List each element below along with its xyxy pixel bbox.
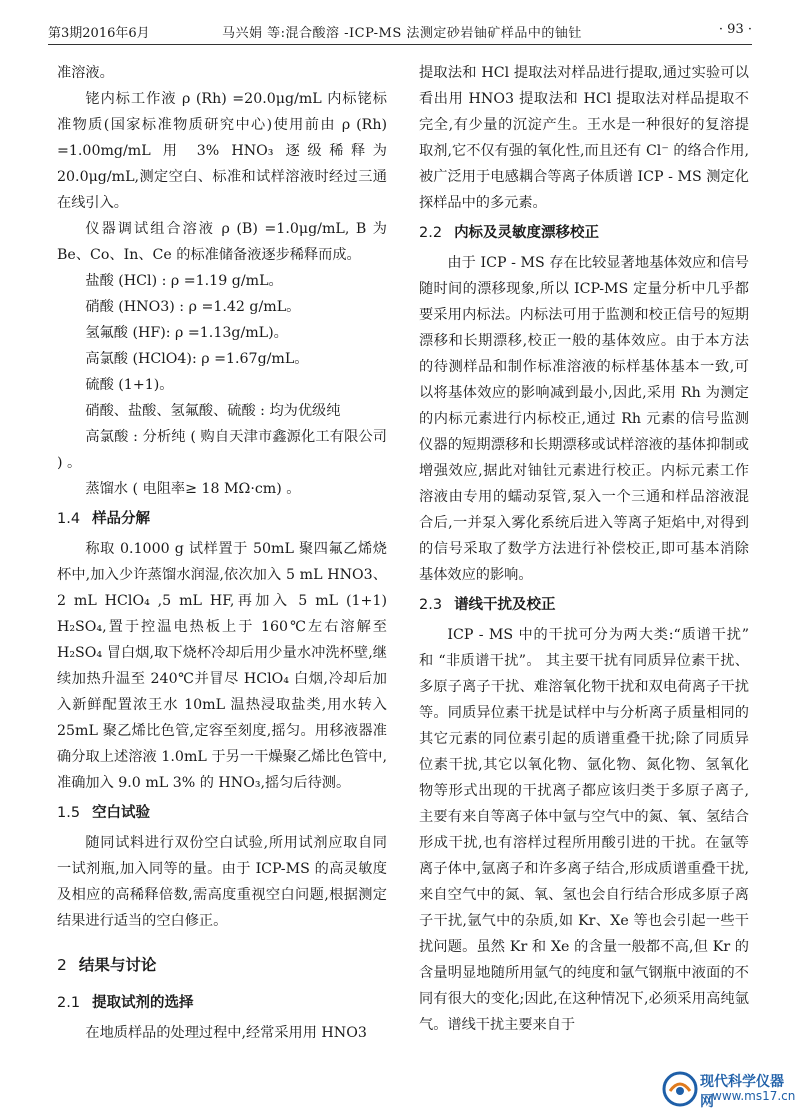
section-title: 样品分解 — [92, 511, 151, 527]
watermark-logo-icon — [662, 1071, 698, 1107]
paragraph: 仪器调试组合溶液 ρ (B) =1.0μg/mL, B 为 Be、Co、In、Ce 的标准储备液逐步稀释而成。 — [57, 221, 387, 263]
journal-issue: 第3期2016年6月 — [48, 26, 150, 41]
section-title: 谱线干扰及校正 — [454, 597, 556, 613]
reagent-item: 硫酸 (1+1)。 — [85, 377, 174, 393]
reagent-item: 高氯酸 (HClO4): ρ =1.67g/mL。 — [85, 351, 309, 367]
paragraph: 在地质样品的处理过程中,经常采用用 HNO3 — [85, 1025, 367, 1041]
reagent-item: 硝酸 (HNO3) : ρ =1.42 g/mL。 — [85, 299, 301, 315]
section-title: 提取试剂的选择 — [92, 995, 194, 1011]
section-title: 空白试验 — [92, 805, 151, 821]
page-header — [48, 16, 752, 45]
reagent-item: 硝酸、盐酸、氢氟酸、硫酸 : 均为优级纯 — [85, 403, 341, 419]
paragraph: 由于 ICP - MS 存在比较显著地基体效应和信号随时间的漂移现象,所以 ICP-MS 定量分析中几乎都要采用内标法。内标法可用于监测和校正信号的短期漂移和长期漂移,校正一般的基体效应。由于本方法的待测样品和制作标准溶液的标样基体基本一致,可以将基体效应的影响减到最小,因此,采用 Rh 为测定的内标元素进行内标校正,通过 Rh 元素的信号监测仪器的短期漂移和长期漂移或试样溶液的基体抑制或增强效应,据此对铀钍元素进行校正。内标元素工作溶液由专用的蠕动泵管,泵入一个三通和样品溶液混合后,一并泵入雾化系统后进入等离子矩焰中,对得到的信号采取了数学方法进行补偿校正,即可基本消除基体效应的影响。 — [419, 255, 749, 583]
section-heading-1-4 — [57, 506, 387, 532]
reagent-item: 高氯酸 : 分析纯 ( 购自天津市鑫源化工有限公司 ) 。 — [57, 429, 387, 471]
running-title: 马兴娟 等:混合酸溶 -ICP-MS 法测定砂岩铀矿样品中的铀钍 — [222, 26, 582, 41]
section-number: 2.2 — [419, 225, 443, 241]
section-heading-2-3 — [419, 592, 749, 618]
paragraph: 铑内标工作液 ρ (Rh) =20.0μg/mL 内标铑标准物质(国家标准物质研究中心)使用前由 ρ (Rh) =1.00mg/mL 用 3% HNO₃ 逐级稀释为 20.0μg/mL,测定空白、标准和试样溶液时经过三通在线引入。 — [57, 91, 387, 211]
reagent-item: 氢氟酸 (HF): ρ =1.13g/mL)。 — [85, 325, 288, 341]
site-watermark — [652, 1069, 796, 1110]
page-number: · 93 · — [718, 22, 752, 37]
watermark-url: www.ms17.cn — [712, 1089, 796, 1103]
paragraph: 随同试料进行双份空白试验,所用试剂应取自同一试剂瓶,加入同等的量。由于 ICP-MS 的高灵敏度及相应的高稀释倍数,需高度重视空白问题,根据测定结果进行适当的空白修正。 — [57, 835, 387, 929]
section-title: 内标及灵敏度漂移校正 — [454, 225, 600, 241]
section-number: 2 — [57, 956, 67, 974]
paragraph: 提取法和 HCl 提取法对样品进行提取,通过实验可以看出用 HNO3 提取法和 HCl 提取法对样品提取不完全,有少量的沉淀产生。王水是一种很好的复溶提取剂,它不仅有强的氧化性,而且还有 Cl⁻ 的络合作用,被广泛用于电感耦合等离子体质谱 ICP - MS 测定化探样品中的多元素。 — [419, 65, 749, 211]
paragraph: 称取 0.1000 g 试样置于 50mL 聚四氟乙烯烧杯中,加入少许蒸馏水润湿,依次加入 5 mL HNO3、2 mL HClO₄ ,5 mL HF,再加入 5 mL (1+1) H₂SO₄,置于控温电热板上于 160℃左右溶解至 H₂SO₄ 冒白烟,取下烧杯冷却后用少量水冲洗杯壁,继续加热升温至 240℃并冒尽 HClO₄ 白烟,冷却后加入新鲜配置浓王水 10mL 温热浸取盐类,用水转入 25mL 聚乙烯比色管,定容至刻度,摇匀。用移液器准确分取上述溶液 1.0mL 于另一干燥聚乙烯比色管中,准确加入 9.0 mL 3% 的 HNO₃,摇匀后待测。 — [57, 541, 387, 791]
paragraph: ICP - MS 中的干扰可分为两大类:“质谱干扰” 和 “非质谱干扰”。 其主要干扰有同质异位素干扰、多原子离子干扰、难溶氧化物干扰和双电荷离子干扰等。同质异位素干扰是试样中与分析离子质量相同的其它元素的同位素引起的质谱重叠干扰;除了同质异位素干扰,其它以氧化物、氩化物、氮化物、氢氧化物等形式出现的干扰离子都应该归类于多原子离子,主要有来自等离子体中氩与空气中的氮、氧、氢结合形成干扰,也有溶样过程所用酸引进的干扰。在氩等离子体中,氩离子和许多离子结合,形成质谱重叠干扰,来自空气中的氮、氧、氢也会自行结合形成多原子离子干扰,氩气中的杂质,如 Kr、Xe 等也会引起一些干扰问题。虽然 Kr 和 Xe 的含量一般都不高,但 Kr 的含量明显地随所用氩气的纯度和氩气钢瓶中液面的不同有很大的变化;因此,在这种情况下,必须采用高纯氩气。谱线干扰主要来自于 — [419, 627, 749, 1033]
watermark-name: 现代科学仪器网 — [700, 1074, 784, 1110]
paragraph: 准溶液。 — [57, 65, 114, 81]
right-column — [419, 60, 749, 1038]
reagent-item: 盐酸 (HCl) : ρ =1.19 g/mL。 — [85, 273, 283, 289]
section-number: 1.5 — [57, 805, 81, 821]
section-number: 2.1 — [57, 995, 81, 1011]
section-heading-1-5 — [57, 800, 387, 826]
section-heading-2-1 — [57, 990, 387, 1016]
section-heading-2-2 — [419, 220, 749, 246]
section-heading-2 — [57, 952, 387, 978]
left-column — [57, 60, 387, 1046]
section-title: 结果与讨论 — [78, 956, 157, 974]
reagent-item: 蒸馏水 ( 电阻率≥ 18 MΩ·cm) 。 — [85, 481, 301, 497]
section-number: 1.4 — [57, 511, 81, 527]
section-number: 2.3 — [419, 597, 443, 613]
